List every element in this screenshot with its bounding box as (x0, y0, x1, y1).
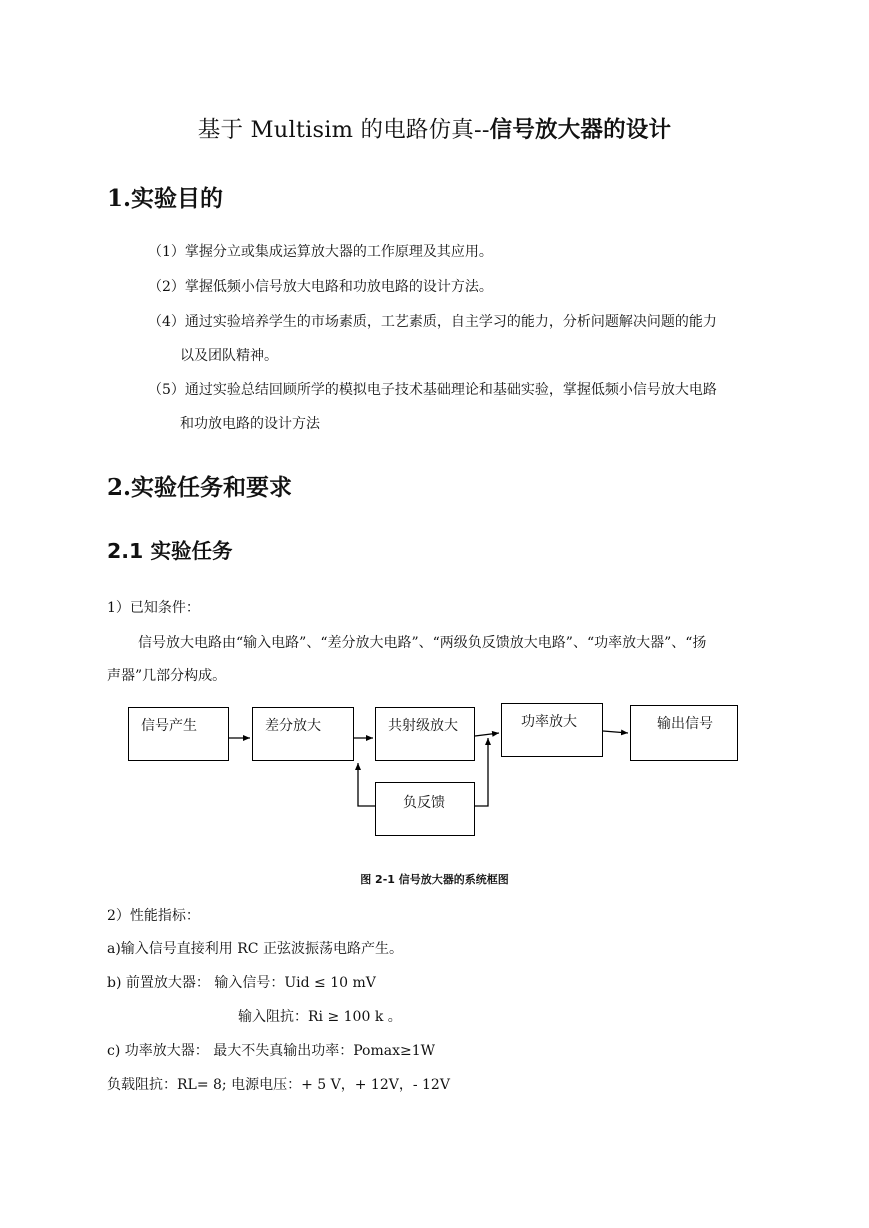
spec-line: 负载阻抗：RL= 8; 电源电压：+ 5 V，+ 12V，- 12V (107, 1077, 450, 1093)
title-part-normal: 基于 Multisim 的电路仿真-- (197, 117, 490, 143)
block-label: 共射级放大 (388, 718, 458, 734)
list-item: （2）掌握低频小信号放大电路和功放电路的设计方法。 (148, 279, 493, 295)
block-label: 信号产生 (141, 718, 197, 734)
block-label: 功率放大 (521, 714, 577, 730)
section-heading-2: 2.实验任务和要求 (107, 474, 293, 501)
list-item: （5）通过实验总结回顾所学的模拟电子技术基础理论和基础实验，掌握低频小信号放大电路 (148, 382, 717, 398)
spec-line: c) 功率放大器： 最大不失真输出功率：Pomax≥1W (107, 1043, 436, 1059)
block-label: 差分放大 (265, 718, 321, 734)
known-conditions-label: 1）已知条件： (107, 600, 200, 616)
performance-label: 2）性能指标： (107, 908, 200, 924)
spec-line: 输入阻抗：Ri ≥ 100 k 。 (238, 1009, 402, 1025)
subsection-heading: 2.1 实验任务 (107, 539, 233, 563)
list-item: （1）掌握分立或集成运算放大器的工作原理及其应用。 (148, 244, 493, 260)
title-part-bold: 信号放大器的设计 (489, 117, 672, 143)
paragraph-line: 信号放大电路由“输入电路”、“差分放大电路”、“两级负反馈放大电路”、“功率放大器”、“扬 (138, 635, 707, 651)
list-item-continued: 以及团队精神。 (180, 348, 278, 364)
list-item: （4）通过实验培养学生的市场素质，工艺素质，自主学习的能力，分析问题解决问题的能力 (148, 314, 717, 330)
section-heading-1: 1.实验目的 (107, 185, 224, 212)
list-item-continued: 和功放电路的设计方法 (180, 416, 320, 432)
spec-line: b) 前置放大器： 输入信号：Uid ≤ 10 mV (107, 975, 376, 991)
paragraph-line: 声器”几部分构成。 (107, 668, 227, 684)
block-label: 负反馈 (403, 795, 445, 811)
spec-line: a)输入信号直接利用 RC 正弦波振荡电路产生。 (107, 941, 403, 957)
figure-caption: 图 2-1 信号放大器的系统框图 (360, 873, 509, 886)
block-label: 输出信号 (657, 716, 713, 732)
